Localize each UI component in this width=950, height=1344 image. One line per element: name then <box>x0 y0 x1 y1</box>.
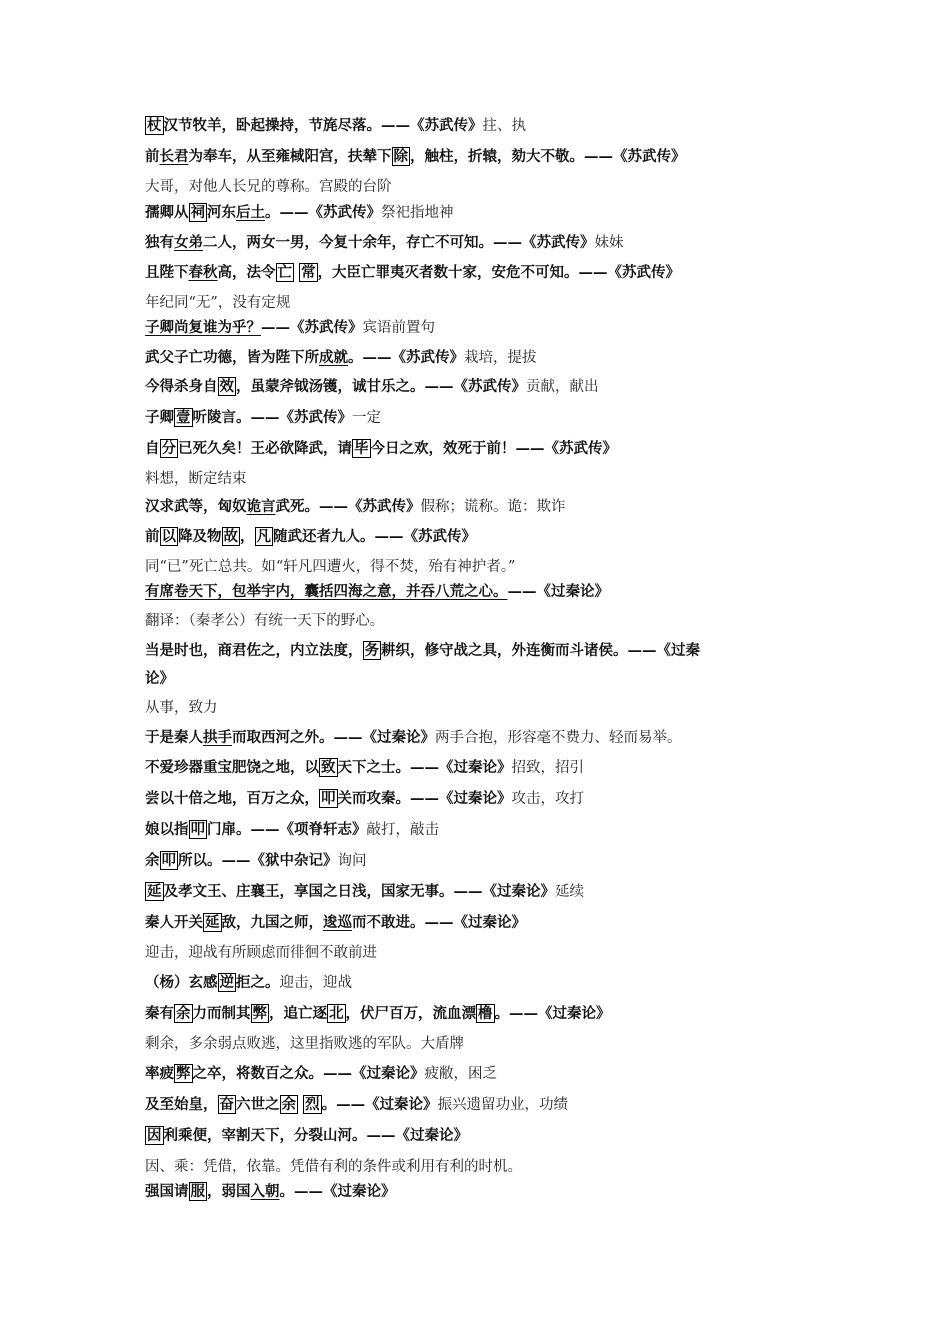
sentence: ，虽蒙斧钺汤镬，诚甘乐之。——《苏武传》 <box>236 378 526 395</box>
boxed-word: 故 <box>223 528 238 545</box>
source: ——《过秦论》 <box>336 1096 438 1113</box>
sentence: 前 <box>145 528 160 545</box>
annotation: 妹妹 <box>594 235 624 251</box>
sentence: ，追亡逐 <box>269 1005 327 1022</box>
annotation: 死亡 <box>188 559 218 575</box>
sentence: 论》 <box>145 670 174 687</box>
sentence: 门扉。 <box>207 821 251 838</box>
line-13 <box>145 469 830 489</box>
line-6 <box>145 263 830 283</box>
line-31 <box>145 1004 830 1024</box>
sentence: 余 <box>145 852 160 869</box>
sentence: 已死久矣！王必欲降武，请 <box>178 440 352 457</box>
line-24 <box>145 789 830 809</box>
annotation: 定规 <box>261 295 291 311</box>
sentence: 六世之 <box>236 1096 280 1113</box>
sentence: 随武还者九人。——《苏武传》 <box>273 528 476 545</box>
sentence: 子卿 <box>145 409 174 426</box>
sentence: 秦有 <box>145 1005 174 1022</box>
sentence: 武死。——《苏武传》 <box>275 498 421 515</box>
annotation: 栽培，提拔 <box>464 350 537 366</box>
boxed-word: 祠 <box>190 204 205 221</box>
annotation: 大盾牌 <box>420 1036 464 1052</box>
line-20 <box>145 669 830 689</box>
annotation: 贡献，献出 <box>526 379 599 395</box>
annotation: 剩余，多余 <box>145 1036 218 1052</box>
boxed-word: 烈 <box>305 1096 320 1113</box>
annotation: 指地神 <box>410 205 454 221</box>
annotation: 攻击，攻打 <box>511 791 584 807</box>
line-5 <box>145 233 830 253</box>
line-2 <box>145 147 830 167</box>
sentence: 听陵言。——《苏武传》 <box>192 409 352 426</box>
boxed-word: 效 <box>219 378 234 395</box>
sentence: 武父子亡功德，皆为陛下所 <box>145 349 319 366</box>
sentence: 降及物 <box>178 528 222 545</box>
sentence: 。——《过秦论》 <box>494 1005 611 1022</box>
boxed-word: 因 <box>147 1127 162 1144</box>
underlined-word: 成就 <box>319 349 348 366</box>
sentence: 高，法令 <box>217 264 276 281</box>
sentence: 自 <box>145 440 160 457</box>
sentence: 今得杀身自 <box>145 378 218 395</box>
sentence: ，弱国 <box>207 1183 251 1200</box>
boxed-word: 常 <box>301 264 316 281</box>
sentence: ，大臣亡罪夷灭者数十家，安危不可知。——《苏武传》 <box>317 264 681 281</box>
annotation: 振兴 <box>437 1097 467 1113</box>
sentence: 娘以指 <box>145 821 189 838</box>
line-23 <box>145 758 830 778</box>
sentence: 今日之欢，效死于前！——《苏武传》 <box>370 440 617 457</box>
underlined-word: 长君 <box>159 148 189 165</box>
sentence: 为奉车，从至雍棫阳宫，扶辇下 <box>188 148 392 165</box>
annotation: 年纪 <box>145 295 174 311</box>
underlined-sentence: 有席卷天下，包举宇内，囊括四海之意，并吞八荒之心。 <box>145 583 508 600</box>
boxed-word: 叩 <box>190 821 205 838</box>
annotation: 败逃，这里指败逃的军队。 <box>246 1036 421 1052</box>
annotation: 从事，致力 <box>145 700 218 716</box>
underlined-sentence: 子卿尚复谁为乎？ <box>145 319 261 336</box>
line-18 <box>145 611 830 631</box>
sentence: 耕织，修守战之具，外连衡而斗诸侯。——《过秦 <box>381 642 700 659</box>
line-26 <box>145 851 830 871</box>
sentence: 之卒，将数百之众。——《过秦论》 <box>192 1065 425 1082</box>
line-19 <box>145 641 830 661</box>
sentence: ，伏尸百万，流血漂 <box>345 1005 476 1022</box>
sentence: 独有 <box>145 234 174 251</box>
boxed-word: 北 <box>329 1005 344 1022</box>
sentence: 敌，九国之师， <box>221 914 323 931</box>
sentence: 。——《过秦论》 <box>279 1183 396 1200</box>
line-32 <box>145 1034 830 1054</box>
line-17 <box>145 582 830 602</box>
sentence: 于是秦人 <box>145 729 203 746</box>
underlined-word: 拱手 <box>203 729 232 746</box>
sentence: 不爱珍器重宝肥饶之地，以 <box>145 759 319 776</box>
underlined-word: 诡言 <box>246 498 276 515</box>
annotation: 同“已” <box>145 559 189 575</box>
annotation: 询问 <box>337 853 367 869</box>
boxed-word: 橹 <box>478 1005 493 1022</box>
annotation: 料想，断定 <box>145 471 218 487</box>
sentence: 孺卿从 <box>145 204 189 221</box>
sentence: 汉节牧羊，卧起操持，节旄尽落。——《苏武传》 <box>163 117 483 134</box>
sentence: 利乘便，宰割天下，分裂山河。——《过秦论》 <box>163 1127 468 1144</box>
sentence: 关而攻秦。——《过秦论》 <box>337 790 512 807</box>
boxed-word: 亡 <box>277 264 292 281</box>
line-36 <box>145 1157 830 1177</box>
sentence: ，触柱，折辕，劾大不敬。——《苏武传》 <box>410 148 686 165</box>
sentence: 及至始皇， <box>145 1096 218 1113</box>
line-28 <box>145 913 830 933</box>
annotation: 延续 <box>555 884 584 900</box>
annotation: 宫殿的台阶 <box>319 179 392 195</box>
sentence: 。——《苏武传》 <box>265 204 381 221</box>
annotation: 总共。如“轩凡四遭火，得不焚，殆有神护者。” <box>217 559 516 575</box>
line-16 <box>145 557 830 577</box>
line-35 <box>145 1126 830 1146</box>
annotation: 一定 <box>352 410 381 426</box>
line-22 <box>145 728 830 748</box>
line-37 <box>145 1182 830 1202</box>
boxed-word: 壹 <box>176 409 191 426</box>
line-21 <box>145 698 830 718</box>
boxed-word: 分 <box>161 440 176 457</box>
annotation: 有所顾虑而徘徊不敢前进 <box>217 945 377 961</box>
line-1 <box>145 116 830 136</box>
line-12 <box>145 439 830 459</box>
line-25 <box>145 820 830 840</box>
line-10 <box>145 377 830 397</box>
annotation: 假称；谎称。诡：欺诈 <box>420 499 566 515</box>
line-27 <box>145 882 830 902</box>
annotation: 功业，功绩 <box>495 1097 569 1113</box>
line-30 <box>145 973 830 993</box>
sentence: 秦人开关 <box>145 914 203 931</box>
boxed-word: 余 <box>281 1096 296 1113</box>
boxed-word: 务 <box>364 642 379 659</box>
underlined-word: 春秋 <box>188 264 218 281</box>
line-3 <box>145 177 830 197</box>
line-7 <box>145 293 830 313</box>
underlined-word: 后土 <box>236 204 265 221</box>
annotation: 弱点 <box>217 1036 247 1052</box>
boxed-word: 弊 <box>252 1005 267 1022</box>
annotation: 迎击，迎战 <box>279 975 352 991</box>
sentence: 而不敢进。——《过秦论》 <box>352 914 526 931</box>
boxed-word: 以 <box>161 528 176 545</box>
line-8 <box>145 318 830 338</box>
sentence: 河东 <box>207 204 236 221</box>
annotation: 敲打，敲击 <box>366 822 439 838</box>
sentence: 前 <box>145 148 160 165</box>
line-34 <box>145 1095 830 1115</box>
underlined-word: 逡巡 <box>323 914 352 931</box>
sentence: 。 <box>321 1096 337 1113</box>
underlined-word: 入朝 <box>250 1183 280 1200</box>
sentence: 率疲 <box>145 1065 174 1082</box>
sentence: 天下之士。——《过秦论》 <box>337 759 512 776</box>
annotation: 祭祀 <box>381 205 410 221</box>
annotation: 宾语前置句 <box>362 320 435 336</box>
underlined-word: 女弟 <box>174 234 203 251</box>
sentence: 所以。——《狱中杂记》 <box>178 852 338 869</box>
sentence: 而取西河之外。——《过秦论》 <box>232 729 435 746</box>
sentence: 。——《苏武传》 <box>348 349 464 366</box>
sentence: 汉求武等，匈奴 <box>145 498 247 515</box>
boxed-word: 叩 <box>161 852 176 869</box>
line-9 <box>145 348 830 368</box>
sentence: （杨）玄感 <box>145 974 218 991</box>
source: ——《苏武传》 <box>261 319 363 336</box>
boxed-word: 毕 <box>354 440 369 457</box>
annotation: 两手合抱，形容毫不费力、轻而易举。 <box>435 730 682 746</box>
boxed-word: 凡 <box>256 528 271 545</box>
source: ——《过秦论》 <box>507 583 609 600</box>
boxed-word: 延 <box>147 883 162 900</box>
annotation: 遗留 <box>466 1097 496 1113</box>
boxed-word: 除 <box>393 148 408 165</box>
annotation: 结束 <box>217 471 247 487</box>
annotation: 拄、执 <box>482 118 526 134</box>
translation: 翻译：（秦孝公）有统一天下的野心。 <box>145 613 385 629</box>
boxed-word: 奋 <box>219 1096 234 1113</box>
boxed-word: 杖 <box>147 117 162 134</box>
annotation: 因、乘：凭借，依靠。凭借有利的条件或利用有利的时机。 <box>145 1159 522 1175</box>
annotation: 招致，招引 <box>511 760 584 776</box>
annotation: 疲敝，困乏 <box>424 1066 497 1082</box>
boxed-word: 延 <box>205 914 220 931</box>
sentence: 二人，两女一男，今复十余年，存亡不可知。——《苏武传》 <box>203 234 595 251</box>
sentence: 强国请 <box>145 1183 189 1200</box>
source: ——《项脊轩志》 <box>250 821 367 838</box>
sentence: 且陛下 <box>145 264 189 281</box>
boxed-word: 服 <box>190 1183 205 1200</box>
boxed-word: 逆 <box>219 974 234 991</box>
line-14 <box>145 497 830 517</box>
sentence: 及孝文王、庄襄王，享国之日浅，国家无事。——《过秦论》 <box>163 883 555 900</box>
annotation: 迎击，迎战 <box>145 945 218 961</box>
boxed-word: 叩 <box>321 790 336 807</box>
boxed-word: 弊 <box>176 1065 191 1082</box>
line-33 <box>145 1064 830 1084</box>
boxed-word: 余 <box>176 1005 191 1022</box>
boxed-word: 致 <box>321 759 336 776</box>
annotation: 大哥，对他人长兄的尊称。 <box>145 179 319 195</box>
line-4 <box>145 203 830 223</box>
sentence: 拒之。 <box>236 974 280 991</box>
sentence: 当是时也，商君佐之，内立法度， <box>145 642 363 659</box>
sentence: 尝以十倍之地，百万之众， <box>145 790 319 807</box>
annotation: 同“无”，没有 <box>174 295 262 311</box>
sentence: ， <box>240 528 255 545</box>
line-15 <box>145 527 830 547</box>
line-11 <box>145 408 830 428</box>
line-29 <box>145 943 830 963</box>
sentence: 力而制其 <box>192 1005 251 1022</box>
